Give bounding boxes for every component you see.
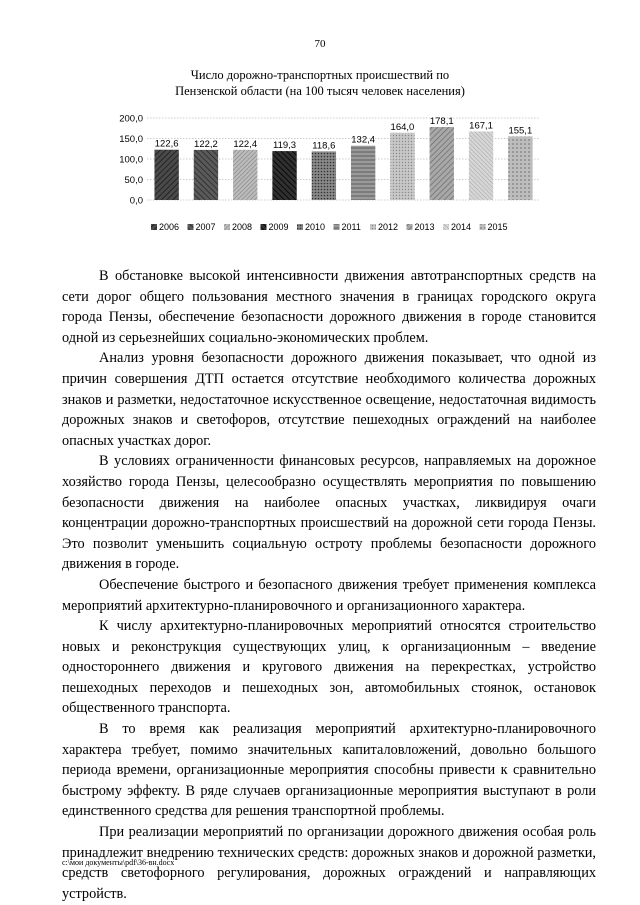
chart-svg [95,62,545,252]
paragraph-3: В условиях ограниченности финансовых ресурсов, направляемых на дорожное хозяйство города Пензы, целесообразно осуществлять мероприятия по повышению безопасности движения на наиболее опасных участках, ликвидируя очаги концентрации дорожно-транспортных происшествий на дорожной сети города Пензы. Это позволит уменьшить социальную остроту проблемы безопасности дорожного движения в городе. [62,453,596,573]
paragraph-1: В обстановке высокой интенсивности движения автотранспортных средств на сети дорог общего пользования местного значения в границах городского округа города Пензы, обеспечение безопасности дорожного движения в городе становится одной из серьезнейших социально-экономических проблем. [62,268,596,346]
chart-title-line-2: Пензенской области (на 100 тысяч человек населения) [175,84,465,98]
legend-label-2009: 2009 [268,222,289,232]
data-label-2006: 122,6 [154,138,179,150]
y-tick-label: 200,0 [119,113,143,125]
paragraph-4: Обеспечение быстрого и безопасного движения требует применения комплекса мероприятий архитектурно-планировочного и организационного характера. [62,576,596,614]
bar-2013 [430,127,454,200]
legend-label-2008: 2008 [232,222,253,232]
paragraph-5: К числу архитектурно-планировочных мероприятий относятся строительство новых и реконструкция существующих улиц, к организационным – введение одностороннего движения и кругового движения на перекрестках, устройство пешеходных переходов и пешеходных зон, автомобильных стоянок, остановок общественного транспорта. [62,618,596,717]
legend-swatch-2010 [297,224,303,230]
legend-swatch-2011 [334,224,340,230]
data-label-2012: 164,0 [390,121,415,133]
legend-label-2007: 2007 [195,222,216,232]
legend-label-2015: 2015 [487,222,508,232]
data-label-2013: 178,1 [429,115,454,127]
accident-rate-chart [95,62,545,252]
data-label-2007: 122,2 [194,138,218,150]
bar-2014 [469,131,493,200]
bar-2011 [351,146,375,200]
legend-swatch-2013 [407,224,413,230]
legend-label-2013: 2013 [414,222,435,232]
data-label-2014: 167,1 [469,120,493,132]
legend-swatch-2008 [224,224,230,230]
legend-label-2012: 2012 [378,222,399,232]
bar-2009 [272,151,296,200]
data-label-2009: 119,3 [273,140,297,152]
y-tick-label: 150,0 [119,134,143,145]
data-label-2011: 132,4 [351,134,376,146]
legend-swatch-2012 [370,224,376,230]
bar-2010 [312,151,336,200]
legend-swatch-2007 [188,224,194,230]
bar-2006 [154,150,178,200]
y-tick-label: 0,0 [129,195,143,207]
legend [151,222,508,232]
data-label-2008: 122,4 [233,138,258,150]
legend-label-2011: 2011 [341,222,361,232]
legend-label-2014: 2014 [451,222,472,232]
paragraph-7: При реализации мероприятий по организации дорожного движения особая роль принадлежит внедрению технических средств: дорожных знаков и дорожной разметки, средств светофорного регулирования, дорожных ограждений и направляющих устройств. [62,824,596,902]
page-number: 70 [314,38,326,50]
y-axis-ticks [119,114,143,207]
body-text [62,266,596,904]
legend-label-2006: 2006 [159,222,180,232]
chart-title-line-1: Число дорожно-транспортных происшествий по [190,68,450,82]
legend-swatch-2009 [261,224,267,230]
bar-2015 [508,136,532,200]
legend-swatch-2006 [151,224,157,230]
bar-2008 [233,150,257,200]
data-label-2010: 118,6 [312,140,336,152]
data-label-2015: 155,1 [508,125,533,137]
y-tick-label: 50,0 [124,175,143,186]
y-tick-label: 100,0 [119,154,143,166]
bar-2012 [390,133,414,200]
chart-title [175,68,465,98]
legend-swatch-2014 [443,224,449,230]
bar-2007 [194,150,218,200]
paragraph-6: В то время как реализация мероприятий архитектурно-планировочного характера требует, помимо значительных капиталовложений, довольно большого периода времени, организационные мероприятия способны привести к сравнительно быстрому эффекту. В ряде случаев организационные мероприятия выступают в роли единственного средства для решения транспортной проблемы. [62,721,596,820]
paragraph-2: Анализ уровня безопасности дорожного движения показывает, что одной из причин совершения ДТП остается отсутствие необходимого количества дорожных знаков и разметки, недостаточное искусственное освещение, недостаточная видимость дорожных знаков и светофоров, отсутствие пешеходных ограждений на наиболее опасных участках дорог. [62,350,596,449]
footer-path: c:\мои документы\pdf\36-вн.docx [62,858,175,867]
legend-label-2010: 2010 [305,222,326,232]
legend-swatch-2015 [480,224,486,230]
